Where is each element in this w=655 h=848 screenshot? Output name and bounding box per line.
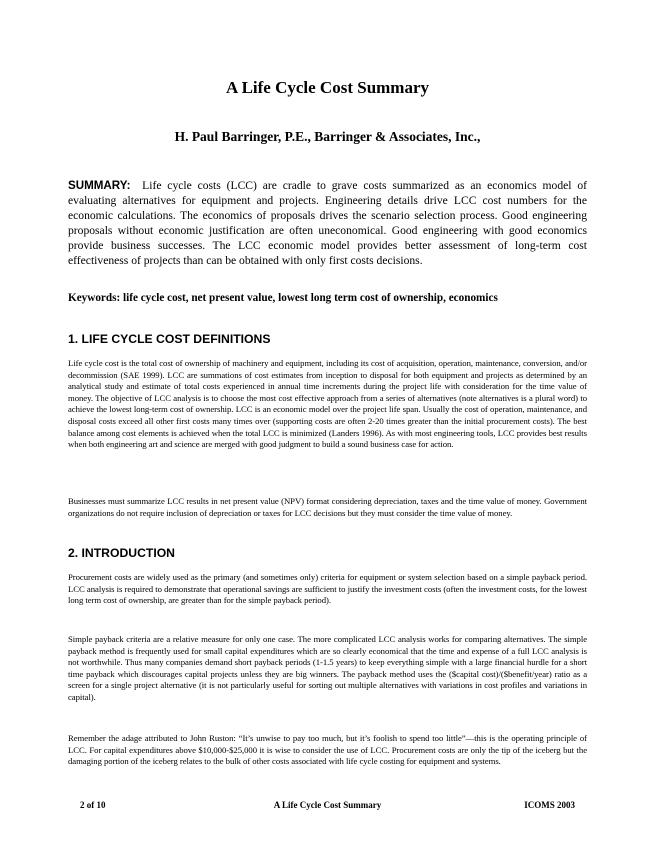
section-heading-lcc-definitions: 1. LIFE CYCLE COST DEFINITIONS [68,332,271,346]
page-footer [68,800,587,812]
author-line: H. Paul Barringer, P.E., Barringer & Associates, Inc., [174,129,481,144]
document-title: A Life Cycle Cost Summary [225,78,430,97]
definitions-paragraph-2: Businesses must summarize LCC results in net present value (NPV) format considering depreciation, taxes and the time value of money. Government organizations do not require inclusion of depreciation or taxes for LCC decisions but they must consider the time value of money. [68,496,587,518]
footer-conference: ICOMS 2003 [524,800,575,810]
introduction-paragraph-1: Procurement costs are widely used as the primary (and sometimes only) criteria for equipment or system selection based on a simple payback period. LCC analysis is required to demonstrate that operational savings are sufficient to justify the investment costs (often the investment costs, for the lowest long term cost of ownership, are greater than for the simple payback period). [68,572,587,606]
summary-label: SUMMARY: [68,179,131,192]
footer-title: A Life Cycle Cost Summary [273,800,382,810]
summary-text: Life cycle costs (LCC) are cradle to grave costs summarized as an economics model of evaluating alternatives for equipment and projects. Engineering details drive LCC cost numbers for the economic calculations. The economics of proposals drives the scenario selection process. Good engineering proposals without economic justification are often uneconomical. Good engineering with good economics provide business successes. The LCC economic model provides better assessment of long-term cost effectiveness of projects than can be obtained with only first costs decisions. [68,179,588,268]
footer-page-number: 2 of 10 [80,800,106,810]
definitions-paragraph-1: Life cycle cost is the total cost of ownership of machinery and equipment, including its cost of acquisition, operation, maintenance, conversion, and/or decommission (SAE 1999). LCC are summations of cost estimates from inception to disposal for both equipment and projects as determined by an analytical study and estimate of total costs experienced in annual time increments during the project life with consideration for the time value of money. The objective of LCC analysis is to choose the most cost effective approach from a series of alternatives (note alternatives is a plural word) to achieve the lowest long-term cost of ownership. LCC is an economic model over the project life span. Usually the cost of operation, maintenance, and disposal costs exceed all other first costs many times over (supporting costs are often 2-20 times greater than the initial procurement costs). The best balance among cost elements is achieved when the total LCC is minimized (Landers 1996). As with most engineering tools, LCC provides best results when both engineering art and science are merged with good judgment to build a sound business case for action. [68,358,587,450]
summary-paragraph [68,178,587,269]
introduction-paragraph-3: Remember the adage attributed to John Ruston: “It’s unwise to pay too much, but it’s foolish to spend too little”—this is the operating principle of LCC. For capital expenditures above $10,000-$25,000 it is wise to consider the use of LCC. Procurement costs are only the tip of the iceberg but the damaging portion of the iceberg relates to the bulk of other costs associated with life cycle costing for equipment and systems. [68,733,587,767]
keywords-line: Keywords: life cycle cost, net present value, lowest long term cost of ownership, economics [68,292,498,304]
section-heading-introduction: 2. INTRODUCTION [68,546,175,560]
introduction-paragraph-2: Simple payback criteria are a relative measure for only one case. The more complicated LCC analysis works for comparing alternatives. The simple payback method is frequently used for small capital expenditures which are so clearly economical that the time and expense of a full LCC analysis is not worthwhile. Thus many companies demand short payback periods (1-1.5 years) to keep everything simple with a large financial hurdle for a short time payback which discourages capital projects unless they are big winners. The payback method uses the ($capital cost)/($benefit/year) ratio as a screen for a single project alternative (it is not particularly useful for sorting out multiple alternatives with variations in cost profiles and variations in capital). [68,634,587,702]
